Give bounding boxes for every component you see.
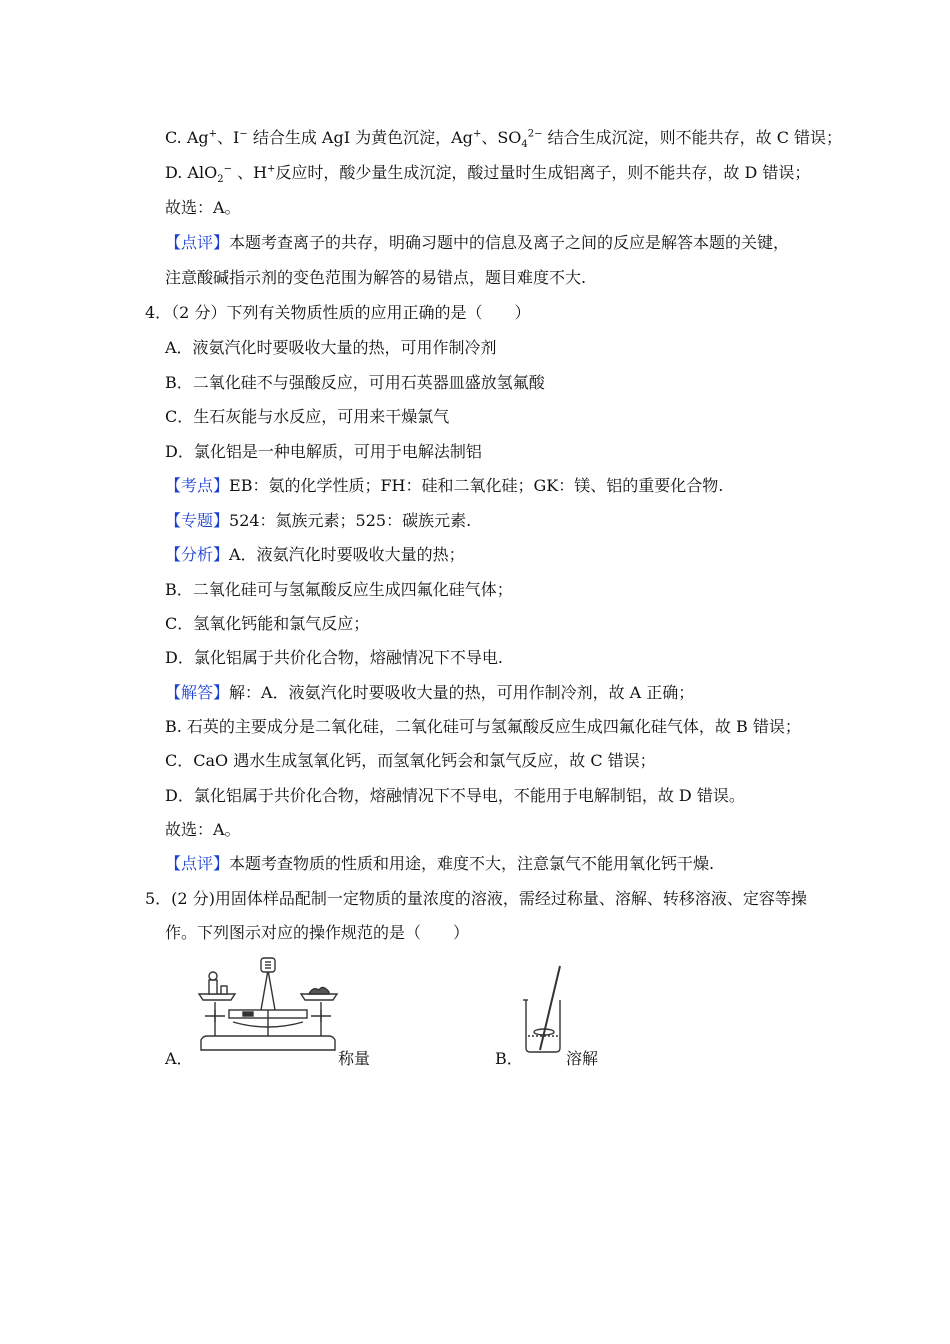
text-span: 、H xyxy=(231,163,268,182)
fenxi-line xyxy=(165,545,465,565)
dianping-tag: 【点评】 xyxy=(165,854,230,873)
zhuanti-tag: 【专题】 xyxy=(165,511,230,530)
text-span: 、I xyxy=(217,128,240,147)
option-b: B．二氧化硅不与强酸反应，可用石英器皿盛放氢氟酸 xyxy=(165,373,545,392)
superscript: − xyxy=(223,163,232,175)
text-line xyxy=(165,128,843,151)
option-b-label: B． xyxy=(495,1049,523,1068)
jieda-text: 解：A．液氨汽化时要吸收大量的热，可用作制冷剂，故 A 正确； xyxy=(229,683,695,702)
comment-line xyxy=(165,233,789,253)
text-line xyxy=(165,163,811,186)
subscript: 4 xyxy=(521,139,528,151)
jieda-d: D．氯化铝属于共价化合物，熔融情况下不导电，不能用于电解制铝，故 D 错误。 xyxy=(165,786,745,805)
balance-figure xyxy=(193,950,343,1055)
text-line: 注意酸碱指示剂的变色范围为解答的易错点，题目难度不大. xyxy=(165,268,587,287)
zhuanti-line xyxy=(165,511,471,531)
text-span: C. Ag xyxy=(165,128,209,147)
dianping-line xyxy=(165,854,714,874)
fenxi-c: C．氢氧化钙能和氯气反应； xyxy=(165,614,370,633)
answer-line: 故选：A。 xyxy=(165,198,241,217)
option-c: C．生石灰能与水反应，可用来干燥氯气 xyxy=(165,407,450,426)
text-span: 反应时，酸少量生成沉淀，酸过量时生成铝离子，则不能共存，故 D 错误； xyxy=(275,163,811,182)
fenxi-b: B．二氧化硅可与氢氟酸反应生成四氟化硅气体； xyxy=(165,580,513,599)
subscript: 2 xyxy=(217,174,224,186)
kaodian-tag: 【考点】 xyxy=(165,476,230,495)
text-span: D. AlO xyxy=(165,163,218,182)
fenxi-d: D．氯化铝属于共价化合物，熔融情况下不导电. xyxy=(165,648,503,667)
text-span: 、SO xyxy=(481,128,522,147)
dianping-text: 本题考查物质的性质和用途，难度不大，注意氯气不能用氧化钙干燥. xyxy=(229,854,715,873)
question-5-cont: 作。下列图示对应的操作规范的是（ ） xyxy=(165,923,470,942)
question-5: 5．(2 分)用固体样品配制一定物质的量浓度的溶液，需经过称量、溶解、转移溶液、定容等操 xyxy=(145,889,807,908)
option-a: A．液氨汽化时要吸收大量的热，可用作制冷剂 xyxy=(165,338,497,357)
superscript: + xyxy=(472,128,482,140)
comment-tag: 【点评】 xyxy=(165,233,230,252)
superscript: − xyxy=(239,128,248,140)
kaodian-line xyxy=(165,476,723,496)
superscript: + xyxy=(267,163,276,175)
fenxi-text: A．液氨汽化时要吸收大量的热； xyxy=(229,545,465,564)
option-a-label: A． xyxy=(165,1049,193,1068)
jieda-b: B. 石英的主要成分是二氧化硅，二氧化硅可与氢氟酸反应生成四氟化硅气体，故 B 错误； xyxy=(165,717,801,736)
comment-text: 本题考查离子的共存，明确习题中的信息及离子之间的反应是解答本题的关键， xyxy=(229,233,790,252)
text-span: 结合生成沉淀，则不能共存，故 C 错误； xyxy=(542,128,843,147)
beaker-figure xyxy=(520,962,565,1054)
question-4: 4．（2 分）下列有关物质性质的应用正确的是（ ） xyxy=(145,303,531,322)
jieda-line xyxy=(165,683,694,703)
superscript: + xyxy=(208,128,218,140)
kaodian-text: EB：氨的化学性质；FH：硅和二氧化硅；GK：镁、铝的重要化合物. xyxy=(229,476,724,495)
fenxi-tag: 【分析】 xyxy=(165,545,230,564)
option-a-caption: 称量 xyxy=(338,1049,371,1068)
option-b-caption: 溶解 xyxy=(566,1049,599,1068)
text-span: 结合生成 AgI 为黄色沉淀，Ag xyxy=(247,128,473,147)
option-d: D．氯化铝是一种电解质，可用于电解法制铝 xyxy=(165,442,482,461)
superscript: 2− xyxy=(527,128,543,140)
jieda-tag: 【解答】 xyxy=(165,683,230,702)
zhuanti-text: 524：氮族元素；525：碳族元素. xyxy=(229,511,472,530)
jieda-c: C．CaO 遇水生成氢氧化钙，而氢氧化钙会和氯气反应，故 C 错误； xyxy=(165,751,656,770)
answer-line: 故选：A。 xyxy=(165,820,241,839)
